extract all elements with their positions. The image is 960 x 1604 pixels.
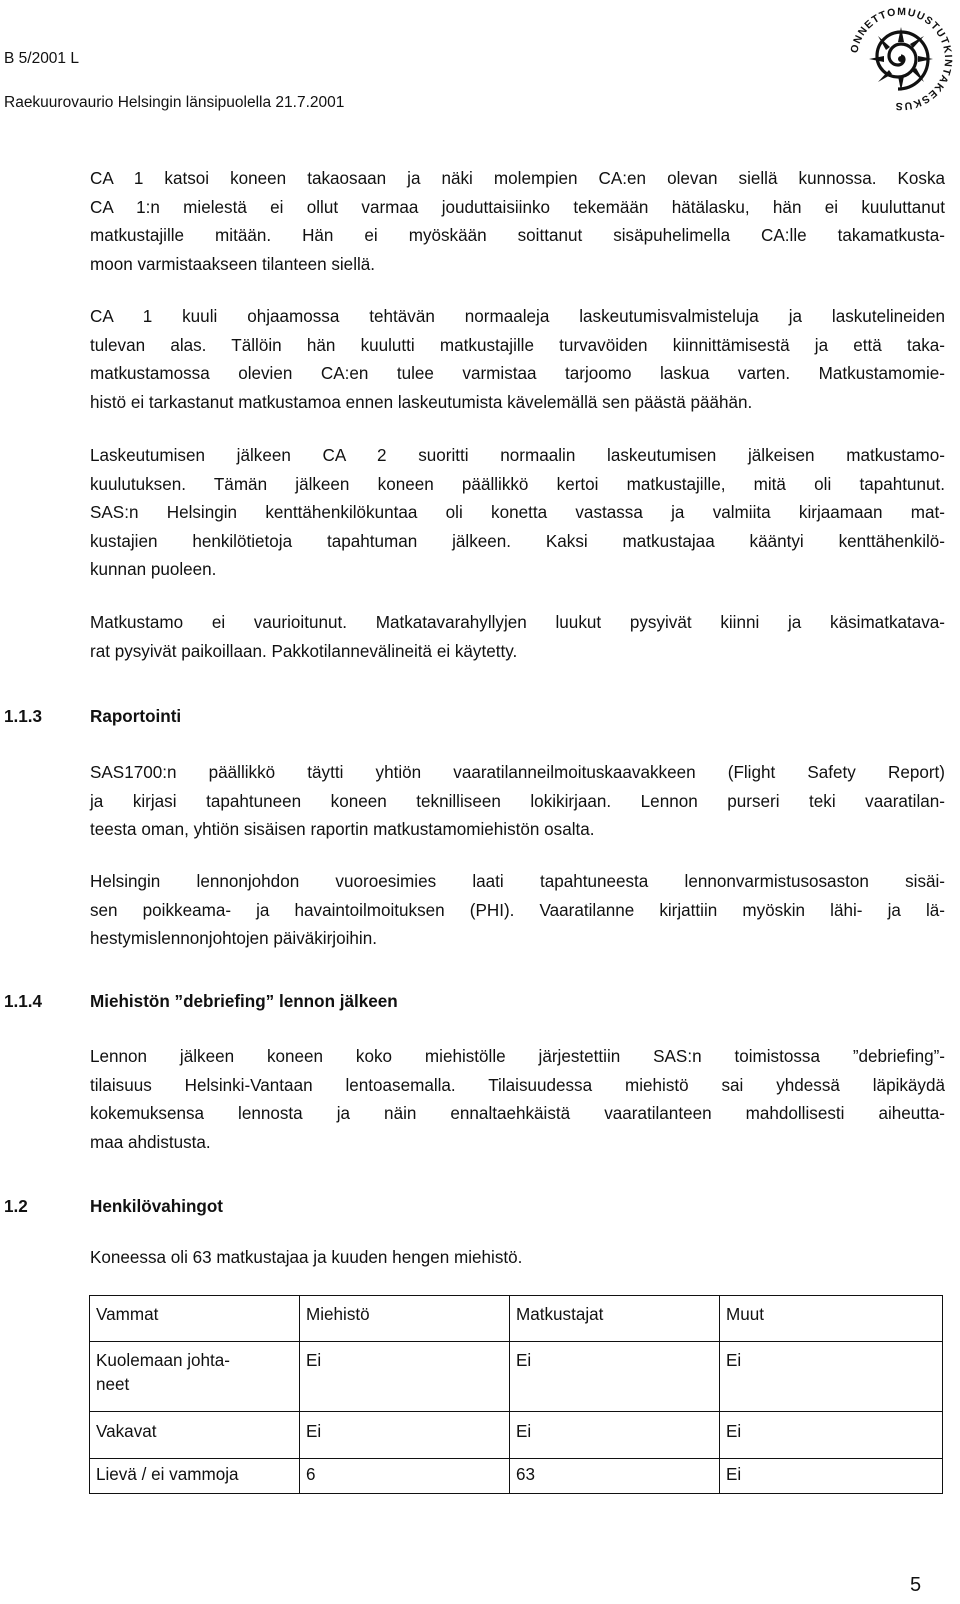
text-line: CA 1 kuuli ohjaamossa tehtävän normaaleja laskeutumisvalmisteluja ja laskutelineiden [90, 307, 945, 326]
paragraph [90, 1244, 945, 1273]
onnettomuustutkintakeskus-seal-icon [844, 2, 958, 116]
text-line: CA 1 katsoi koneen takaosaan ja näki molempien CA:en olevan siellä kunnossa. Koska [90, 169, 945, 188]
table-cell: Lievä / ei vammoja [90, 1459, 300, 1494]
table-cell: Ei [510, 1342, 720, 1412]
text-line: teesta oman, yhtiön sisäisen raportin matkustamomiehistön osalta. [90, 820, 595, 840]
paragraph [90, 759, 945, 845]
text-line: histö ei tarkastanut matkustamoa ennen laskeutumista kävelemällä sen päästä päähän. [90, 392, 753, 412]
table-cell: Ei [720, 1459, 943, 1494]
text-line: kunnan puoleen. [90, 560, 217, 580]
seal-text: ONNETTOMUUSTUTKINTAKESKUS [848, 5, 955, 113]
report-id: B 5/2001 L [4, 50, 79, 67]
text-line: hestymislennonjohtojen päiväkirjoihin. [90, 929, 377, 949]
section-number: 1.1.4 [4, 992, 43, 1011]
report-title: Raekuurovaurio Helsingin länsipuolella 21.7.2001 [4, 94, 345, 111]
text-line: kuulutuksen. Tämän jälkeen koneen päällikkö kertoi matkustajille, mitä oli tapahtunut. [90, 474, 945, 494]
injuries-table [89, 1295, 943, 1494]
paragraph [90, 1043, 945, 1157]
text-line: Matkustamo ei vaurioitunut. Matkatavarahyllyjen luukut pysyivät kiinni ja käsimatkatava- [90, 613, 945, 632]
paragraph [90, 868, 945, 954]
section-number: 1.2 [4, 1197, 28, 1216]
column-header: Vammat [90, 1296, 300, 1342]
text-line: kustajien henkilötietoja tapahtuman jälkeen. Kaksi matkustajaa kääntyi kenttähenkilö- [90, 531, 945, 551]
column-header: Miehistö [300, 1296, 510, 1342]
text-line: Helsingin lennonjohdon vuoroesimies laati tapahtuneesta lennonvarmistusosaston sisäi- [90, 872, 945, 891]
table-cell: Ei [300, 1342, 510, 1412]
text-line: Lennon jälkeen koneen koko miehistölle järjestettiin SAS:n toimistossa ”debriefing”- [90, 1047, 945, 1066]
text-line: Koneessa oli 63 matkustajaa ja kuuden hengen miehistö. [90, 1248, 523, 1267]
column-header: Matkustajat [510, 1296, 720, 1342]
text-line: SAS:n Helsingin kenttähenkilökuntaa oli konetta vastassa ja valmiita kirjaamaan mat- [90, 503, 945, 523]
table-cell: 6 [300, 1459, 510, 1494]
table-row [90, 1342, 943, 1412]
table-cell: Vakavat [90, 1412, 300, 1459]
section-title: Henkilövahingot [90, 1197, 223, 1216]
text-line: matkustamossa olevien CA:en tulee varmistaa tarjoomo laskua varten. Matkustamomie- [90, 364, 945, 384]
table-header-row [90, 1296, 943, 1342]
paragraph [90, 303, 945, 417]
text-line: maa ahdistusta. [90, 1132, 211, 1152]
text-line: tilaisuus Helsinki-Vantaan lentoasemalla. Tilaisuudessa miehistö sai yhdessä läpikäydä [90, 1075, 945, 1095]
column-header: Muut [720, 1296, 943, 1342]
table-cell: Ei [720, 1412, 943, 1459]
text-line: rat pysyivät paikoillaan. Pakkotilannevälineitä ei käytetty. [90, 641, 518, 661]
paragraph [90, 442, 945, 585]
section-title: Miehistön ”debriefing” lennon jälkeen [90, 992, 398, 1011]
table-cell: Ei [720, 1342, 943, 1412]
table-cell: Kuolemaan johta- neet [90, 1342, 300, 1412]
text-line: moon varmistaakseen tilanteen siellä. [90, 254, 376, 274]
text-line: matkustajille mitään. Hän ei myöskään soittanut sisäpuhelimella CA:lle takamatkusta- [90, 226, 945, 246]
text-line: sen poikkeama- ja havaintoilmoituksen (PHI). Vaaratilanne kirjattiin myöskin lähi- ja lä- [90, 900, 945, 920]
text-line: tulevan alas. Tällöin hän kuulutti matkustajille turvavöiden kiinnittämisestä ja että taka- [90, 335, 945, 355]
section-number: 1.1.3 [4, 707, 43, 726]
text-line: ja kirjasi tapahtuneen koneen teknilliseen lokikirjaan. Lennon purseri teki vaaratilan- [90, 791, 945, 811]
text-line: SAS1700:n päällikkö täytti yhtiön vaaratilanneilmoituskaavakkeen (Flight Safety Report) [90, 763, 945, 782]
table-cell: 63 [510, 1459, 720, 1494]
table-cell: Ei [510, 1412, 720, 1459]
section-title: Raportointi [90, 707, 182, 726]
table-row [90, 1459, 943, 1494]
text-line: CA 1:n mielestä ei ollut varmaa jouduttaisiinko tekemään hätälasku, hän ei kuuluttanut [90, 197, 945, 217]
table-row [90, 1412, 943, 1459]
paragraph [90, 165, 945, 279]
page-number: 5 [910, 1574, 922, 1596]
paragraph [90, 609, 945, 666]
text-line: Laskeutumisen jälkeen CA 2 suoritti normaalin laskeutumisen jälkeisen matkustamo- [90, 446, 945, 465]
text-line: kokemuksensa lennosta ja näin ennaltaehkäistä vaaratilanteen mahdollisesti aiheutta- [90, 1104, 945, 1124]
table-cell: Ei [300, 1412, 510, 1459]
